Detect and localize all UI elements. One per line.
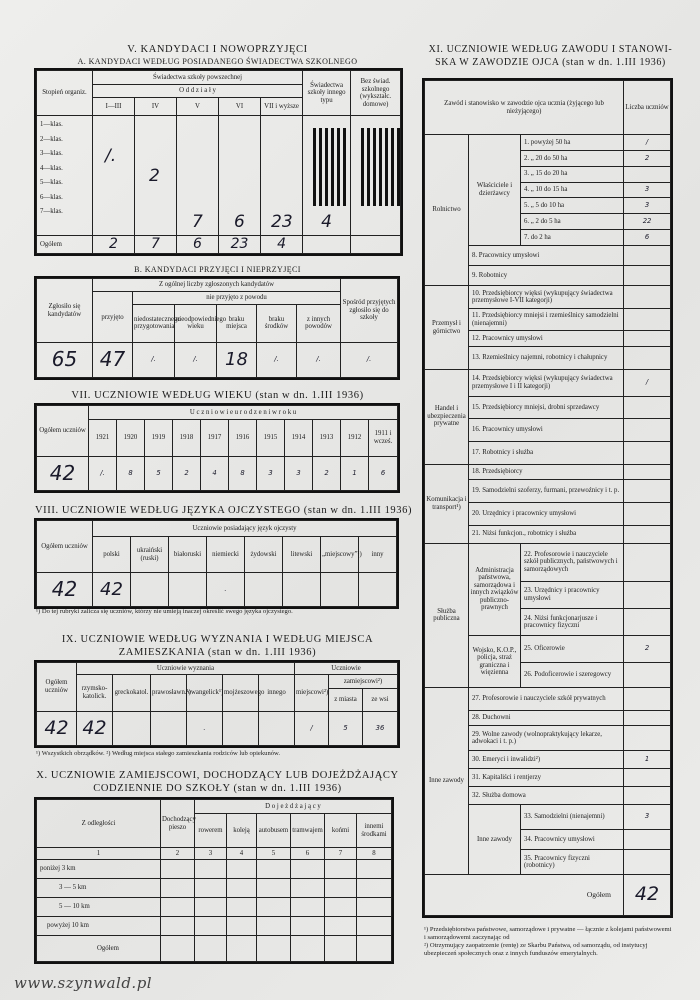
- cell-VII: 23: [261, 116, 303, 236]
- val-r1: /: [624, 135, 671, 151]
- lang-zyd: żydowski: [245, 537, 283, 573]
- rel-total: 42: [37, 711, 77, 745]
- age-1921: /.: [89, 456, 117, 490]
- cat-wojsko: Wojsko, K.O.P., policja, straż graniczna i więzienna: [469, 636, 521, 688]
- tr-autobus: autobusem: [257, 814, 291, 848]
- res-zamiejsc: zamiejscowi²): [329, 675, 398, 689]
- sec11-ogolem-label: Ogółem: [425, 875, 624, 916]
- cat-rolnictwo: Rolnictwo: [425, 135, 469, 286]
- sec11-total: 42: [624, 875, 671, 916]
- dist-gt10: powyżej 10 km: [37, 917, 161, 936]
- sec5-subB: B. KANDYDACI PRZYJĘCI I NIEPRZYJĘCI: [134, 265, 301, 274]
- cell-I-III: /.: [93, 116, 135, 236]
- rel-rzym: rzymsko-katolick.: [77, 675, 113, 711]
- sec7-table: [36, 405, 398, 491]
- rel-grek: greckokatol.: [113, 675, 151, 711]
- cat-przemysl: Przemysł i górnictwo: [425, 286, 469, 369]
- year-1913: 1913: [313, 420, 341, 456]
- lang-inny: inny: [359, 537, 397, 573]
- sec9-h-wyzn: Uczniowie wyznania: [77, 663, 295, 675]
- lang-total: 42: [37, 573, 93, 607]
- stopien-list: 1—klas. 2—klas. 3—klas. 4—klas. 5—klas. 6—klas. 7—klas.: [37, 116, 93, 236]
- cell-IV: 2: [135, 116, 177, 236]
- age-1911: 6: [369, 456, 398, 490]
- val-r6: 22: [624, 214, 671, 230]
- year-1911: 1911 i wcześ.: [369, 420, 398, 456]
- year-1919: 1919: [145, 420, 173, 456]
- age-1915: 3: [257, 456, 285, 490]
- sec5-title: V. KANDYDACI I NOWOPRZYJĘCI: [127, 44, 308, 55]
- val-r5: 3: [624, 198, 671, 214]
- dist-ogolem: Ogółem: [37, 936, 161, 962]
- cell-VI: 6: [219, 116, 261, 236]
- col-VII: VII i wyższe: [261, 98, 303, 116]
- age-1918: 2: [173, 456, 201, 490]
- tot-1: 2: [93, 236, 135, 254]
- cat-inne: Inne zawody: [425, 687, 469, 874]
- year-1921: 1921: [89, 420, 117, 456]
- rel-ewan: ewangelick¹): [187, 675, 223, 711]
- res-zmiasta: z miasta: [329, 689, 363, 711]
- tr-rower: rowerem: [195, 814, 227, 848]
- dist-lt3: poniżej 3 km: [37, 860, 161, 879]
- sec11-footnote1: ¹) Przedsiębiorstwa państwowe, samorządowe i prywatne — łącznie z kolejami państwowemi i samorządowemi zaczynając od: [424, 926, 672, 941]
- rel-moj: mojżeszowego: [223, 675, 259, 711]
- sec8-title: VIII. UCZNIOWIE WEDŁUG JĘZYKA OJCZYSTEGO (stan w dn. 1.III 1936): [35, 505, 413, 516]
- sec9-title2: ZAMIESZKANIA (stan w dn. 1.III 1936): [118, 647, 317, 658]
- sec10-title1: X. UCZNIOWIE ZAMIEJSCOWI, DOCHODZĄCY LUB DOJEŻDŻAJĄCY: [36, 770, 399, 781]
- sec5-subA: A. KANDYDACI WEDŁUG POSIADANEGO ŚWIADECTWA SZKOLNEGO: [77, 57, 358, 66]
- lang-lit: litewski: [283, 537, 321, 573]
- b-val-6: /.: [341, 343, 398, 378]
- sec7-h-urodz: U c z n i o w i e u r o d z e n i w r o k u: [89, 406, 398, 420]
- rel-inne: innego: [259, 675, 295, 711]
- sec11-footnote2: ²) Otrzymujący zaopatrzenie (rentę) ze Skarbu Państwa, od samorządu, od instytucyj ubezpieczeń społecznych oraz z innych funduszów emerytalnych.: [424, 942, 648, 957]
- h-stopien: Stopień organiz.: [37, 71, 93, 116]
- sec8-footnote: ¹) Do tej rubryki zalicza się uczniów, którzy nie umieją inaczej określić swego języka ojczystego.: [36, 608, 293, 615]
- sec7-title: VII. UCZNIOWIE WEDŁUG WIEKU (stan w dn. 1.III 1936): [71, 390, 364, 401]
- b-h-ogolnej: Z ogólnej liczby zgłoszonych kandydatów: [93, 279, 341, 292]
- val-r2: 2: [624, 150, 671, 166]
- tot-4: 23: [219, 236, 261, 254]
- val-r3: [624, 166, 671, 182]
- col-V: V: [177, 98, 219, 116]
- sec10-title2: CODZIENNIE DO SZKOŁY (stan w dn. 1.III 1936): [93, 783, 342, 794]
- sec5-table-a: [36, 70, 401, 254]
- cell-bez: [351, 116, 401, 236]
- age-1920: 8: [117, 456, 145, 490]
- tr-inne: innemi środkami: [357, 814, 392, 848]
- sec10-table: Z odległości Dochodzący pieszo D o j e ż d ż a j ą c y rowerem koleją autobusem tramwajem końmi innemi środkami 1 2 3 4 5 6 7 8 poniżej 3 km 3 — 5 km 5 — 10 km powyżej 10 km Ogółem: [36, 799, 392, 962]
- year-1916: 1916: [229, 420, 257, 456]
- res-val-zewsi: 36: [363, 711, 398, 745]
- h-bez: Bez świad. szkolnego (wykształc. domowe): [351, 71, 401, 116]
- b-col-innych: z innych powodów: [297, 304, 341, 343]
- sec11-title1: XI. UCZNIOWIE WEDŁUG ZAWODU I STANOWI-: [428, 44, 673, 55]
- sec5-table-b: [36, 278, 398, 378]
- tr-konmi: końmi: [325, 814, 357, 848]
- sec9-footnote: ¹) Wszystkich obrządków. ²) Według miejsca stałego zamieszkania rodziców lub opiekunów.: [36, 750, 281, 757]
- sec10-h-doch: Dochodzący pieszo: [161, 800, 195, 848]
- b-h-zglosilo: Zgłosiło się kandydatów: [37, 279, 93, 343]
- col-VI: VI: [219, 98, 261, 116]
- year-1915: 1915: [257, 420, 285, 456]
- h-sw: Świadectwa szkoły powszechnej: [93, 71, 303, 85]
- age-1917: 4: [201, 456, 229, 490]
- year-1914: 1914: [285, 420, 313, 456]
- sec10-h-dojezd: D o j e ż d ż a j ą c y: [195, 800, 392, 814]
- year-1918: 1918: [173, 420, 201, 456]
- b-h-nie: nie przyjęto z powodu: [133, 292, 341, 304]
- cat-sluzba: Służba publiczna: [425, 543, 469, 687]
- year-1912: 1912: [341, 420, 369, 456]
- b-val-5: /.: [297, 343, 341, 378]
- watermark-text: www.szynwald.pl: [14, 974, 153, 992]
- b-col-srodkow: braku środków: [257, 304, 297, 343]
- dist-5-10: 5 — 10 km: [37, 898, 161, 917]
- val-r7: 6: [624, 229, 671, 245]
- val-w25: 2: [624, 636, 671, 663]
- h-innego: Świadectwa szkoły innego typu: [303, 71, 351, 116]
- age-total: 42: [37, 456, 89, 490]
- cell-innego: 4: [303, 116, 351, 236]
- lang-niem: niemiecki: [207, 537, 245, 573]
- col-I-III: I—III: [93, 98, 135, 116]
- sec11-h-liczba: Liczba uczniów: [624, 81, 671, 135]
- val-r4: 3: [624, 182, 671, 198]
- res-val-miejscowi: /: [295, 711, 329, 745]
- cell-V: 7: [177, 116, 219, 236]
- cat-handel: Handel i ubezpieczenia prywatne: [425, 369, 469, 464]
- year-1917: 1917: [201, 420, 229, 456]
- b-val-zglosilo: 65: [37, 343, 93, 378]
- b-col-niedost: niedostatecznego przygotowania: [133, 304, 175, 343]
- val-i30: 1: [624, 751, 671, 769]
- col-IV: IV: [135, 98, 177, 116]
- sec9-h-ogolem: Ogółem uczniów: [37, 663, 77, 712]
- lang-miej: „miejscowy”¹): [321, 537, 359, 573]
- sec11-table: Zawód i stanowisko w zawodzie ojca ucznia (żyjącego lub nieżyjącego) Liczba uczniów Rolnictwo Właściciele i dzierżawcy 1. powyżej 50 ha / 2. „ 20 do 50 ha 2 3. „ 15 do 20 ha 4. „ 10 do 15 ha 3 5. „ 5 do 10 ha 3 6. „ 2 do 5 ha 22 7. do 2 ha 6 8. Pracownicy umysłowi 9. Robotnicy Przemysł i górnictwo 10. Przedsiębiorcy więksi (wykupujący świadectwa przemysłowe I-VII kategorji) 11. Przedsiębiorcy mniejsi i rzemieślnicy samodzielni (nienajemni) 12. Pracownicy umysłowi 13. Rzemieślnicy najemni, robotnicy i chałupnicy Handel i ubezpieczenia prywatne 14. Przedsiębiorcy więksi (wykupujący świadectwa przemysłowe I i II kategorji) / 15. Przedsiębiorcy mniejsi, drobni sprzedawcy 16. Pracownicy umysłowi 17. Robotnicy i służba Komunikacja i transport¹) 18. Przedsiębiorcy 19. Samodzielni szoferzy, furmani, przewoźnicy i t. p. 20. Urzędnicy i pracownicy umysłowi 21. Niżsi funkcjon., robotnicy i służba Służba publiczna Administracja państwowa, samorządowa i innych związków publiczno-prawnych 22. Profesorowie i nauczyciele szkół publicznych, państwowych i samorządowych 23. Urzędnicy i pracownicy umysłowi 24. Niżsi funkcjonarjusze i pracownicy fizyczni Wojsko, K.O.P., policja, straż graniczna i więzienna 25. Oficerowie 2 26. Podoficerowie i szeregowcy Inne zawody 27. Profesorowie i nauczyciele szkół prywatnych 28. Duchowni 29. Wolne zawody (wolnopraktykujący lekarze, adwokaci i t. p.) 30. Emeryci i inwalidzi²) 1 31. Kapitaliści i rentjerzy 32. Służba domowa Inne zawody 33. Samodzielni (nienajemni) 3 34. Pracownicy umysłowi 35. Pracownicy fizyczni (robotnicy) Ogółem 42: [424, 80, 671, 916]
- b-h-przyjeto: przyjęto: [93, 292, 133, 343]
- sec8-table: Ogółem uczniów Uczniowie posiadający język ojczysty polski ukraiński (ruski) białoruski niemiecki żydowski litewski „miejscowy”¹) inny 42 42 .: [36, 520, 397, 607]
- lang-polski: polski: [93, 537, 131, 573]
- age-1919: 5: [145, 456, 173, 490]
- age-1916: 8: [229, 456, 257, 490]
- sec11-h-zawod: Zawód i stanowisko w zawodzie ojca ucznia (żyjącego lub nieżyjącego): [425, 81, 624, 135]
- val-z33: 3: [624, 805, 671, 830]
- ogolem-label: Ogółem: [37, 236, 93, 254]
- sec8-h-ogolem: Ogółem uczniów: [37, 521, 93, 573]
- b-val-przyjeto: 47: [93, 343, 133, 378]
- b-col-wiek: nieodpowiedniego wieku: [175, 304, 217, 343]
- res-val-zmiasta: 5: [329, 711, 363, 745]
- val-h14: /: [624, 369, 671, 396]
- dist-3-5: 3 — 5 km: [37, 879, 161, 898]
- sec9-h-uczniowie: Uczniowie: [295, 663, 398, 675]
- b-val-1: /.: [133, 343, 175, 378]
- sec9-title1: IX. UCZNIOWIE WEDŁUG WYZNANIA I WEDŁUG MIEJSCA: [61, 634, 374, 645]
- sec8-h-posiad: Uczniowie posiadający język ojczysty: [93, 521, 397, 537]
- res-miejscowi: miejscowi²): [295, 675, 329, 711]
- b-h-sposrod: Spośród przyjętych zgłosiło się do szkoły: [341, 279, 398, 343]
- year-1920: 1920: [117, 420, 145, 456]
- lang-val-polski: 42: [93, 573, 131, 607]
- age-1913: 2: [313, 456, 341, 490]
- tr-tramwaj: tramwajem: [291, 814, 325, 848]
- cat-inne-zawody: Inne zawody: [469, 805, 521, 875]
- h-oddzialy: O d d z i a ł y: [93, 85, 303, 98]
- sec10-h-odl: Z odległości: [37, 800, 161, 848]
- cat-admin: Administracja państwowa, samorządowa i innych związków publiczno-prawnych: [469, 543, 521, 636]
- sec9-table: Ogółem uczniów Uczniowie wyznania Uczniowie rzymsko-katolick. greckokatol. prawosławn.¹) ewangelick¹) mojżeszowego innego miejscowi²) zamiejscowi²) z miasta ze wsi 42 42 . / 5 36: [36, 662, 398, 746]
- b-col-miejsca: braku miejsca: [217, 304, 257, 343]
- sec7-h-ogolem: Ogółem uczniów: [37, 406, 89, 457]
- age-1914: 3: [285, 456, 313, 490]
- lang-bialo: białoruski: [169, 537, 207, 573]
- b-val-3: 18: [217, 343, 257, 378]
- tot-3: 6: [177, 236, 219, 254]
- cat-wlasciciele: Właściciele i dzierżawcy: [469, 135, 521, 246]
- tr-kolej: koleją: [227, 814, 257, 848]
- lang-ukr: ukraiński (ruski): [131, 537, 169, 573]
- age-1912: 1: [341, 456, 369, 490]
- sec11-title2: SKA W ZAWODZIE OJCA (stan w dn. 1.III 1936): [435, 57, 666, 68]
- rel-val-rzym: 42: [77, 711, 113, 745]
- b-val-2: /.: [175, 343, 217, 378]
- rel-praw: prawosławn.¹): [151, 675, 187, 711]
- b-val-4: /.: [257, 343, 297, 378]
- res-zewsi: ze wsi: [363, 689, 398, 711]
- tot-5: 4: [261, 236, 303, 254]
- tot-2: 7: [135, 236, 177, 254]
- cat-komunikacja: Komunikacja i transport¹): [425, 464, 469, 543]
